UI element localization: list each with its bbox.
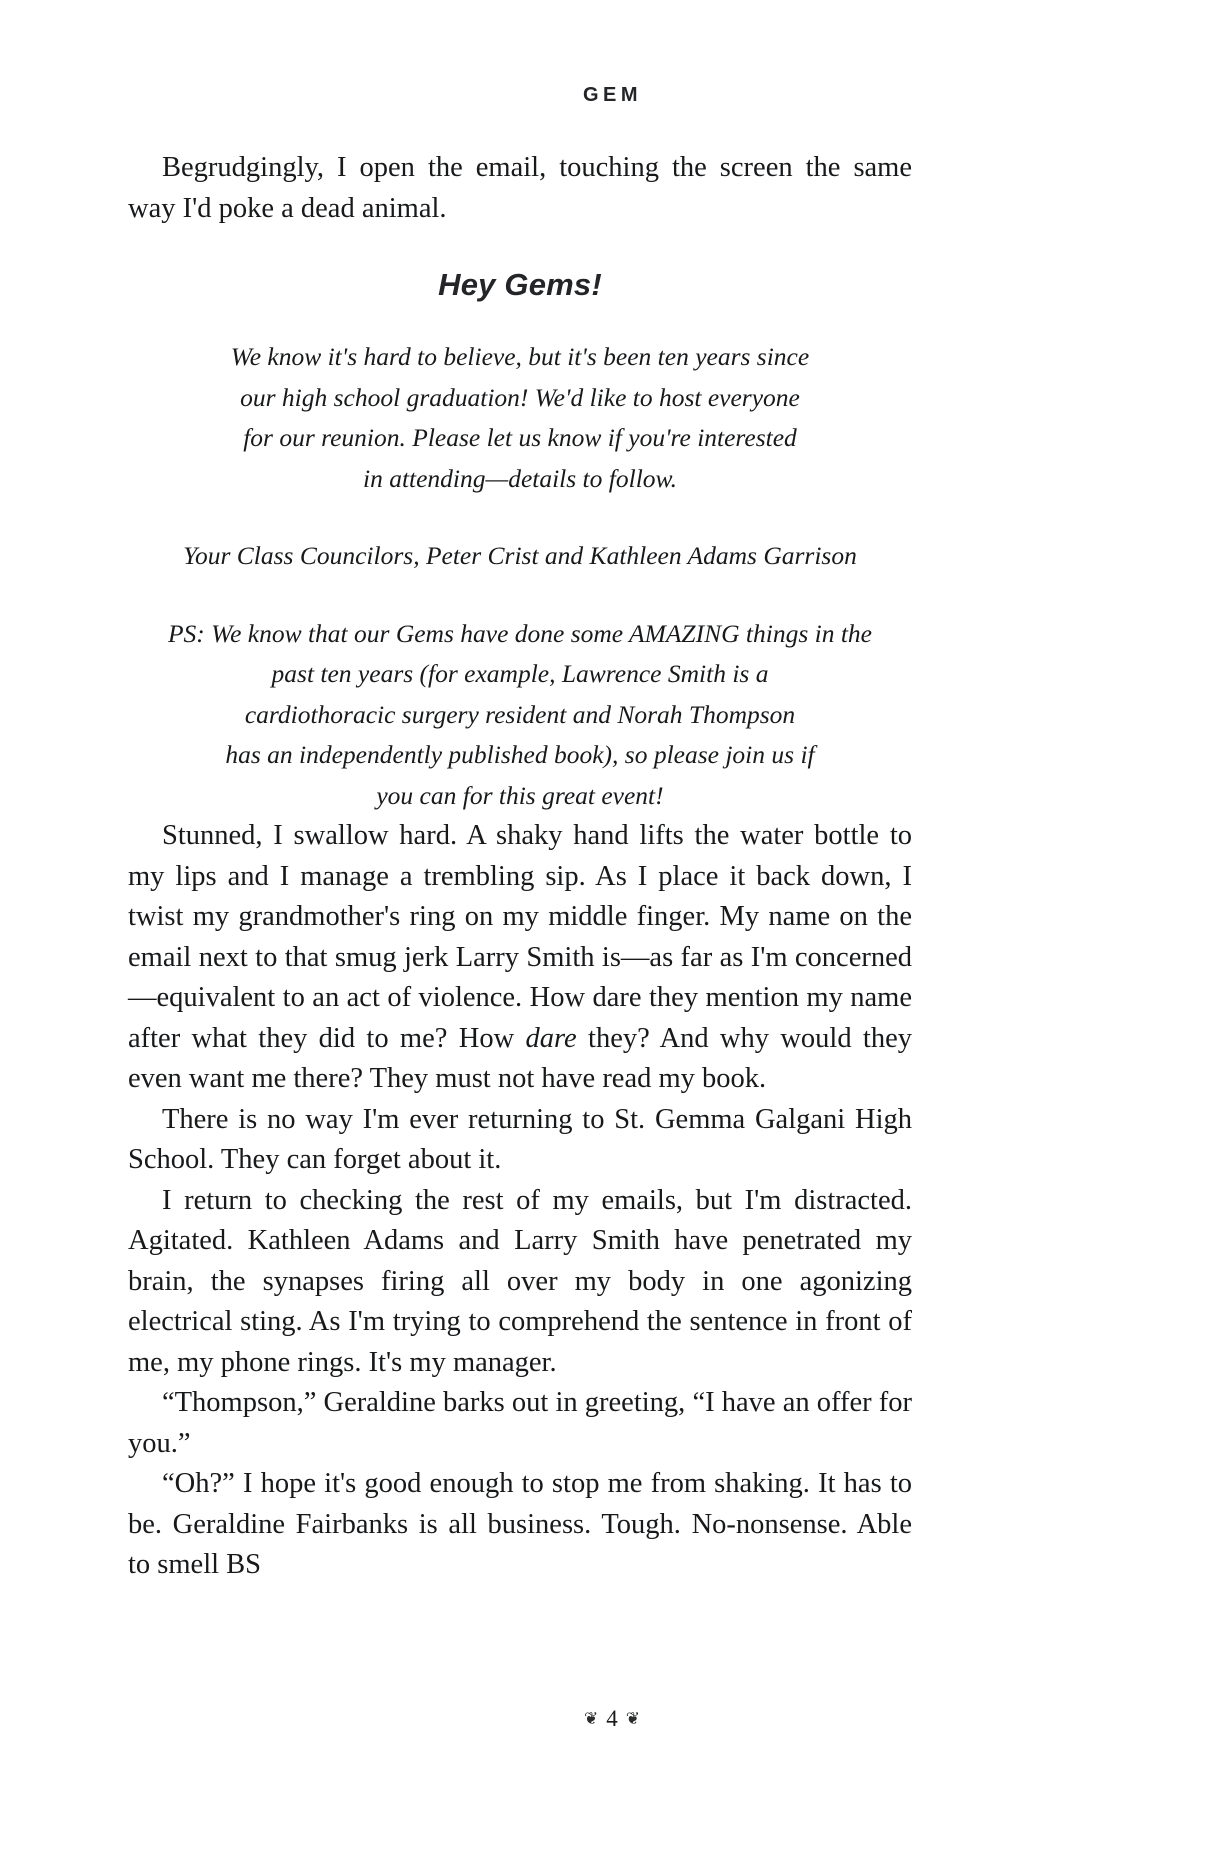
email-ps-line: cardiothoracic surgery resident and Norah Thompson <box>244 699 796 729</box>
email-postscript <box>128 614 912 817</box>
paragraph-opening: Begrudgingly, I open the email, touching the screen the same way I'd poke a dead animal. <box>128 152 912 224</box>
paragraph-no-way-returning: There is no way I'm ever returning to St. Gemma Galgani High School. They can forget about it. <box>128 1103 912 1175</box>
email-ps-line: past ten years (for example, Lawrence Smith is a <box>271 659 769 688</box>
email-heading: Hey Gems! <box>438 267 602 302</box>
text-column <box>128 148 912 1586</box>
paragraph-stunned-part-1: Stunned, I swallow hard. A shaky hand lifts the water bottle to my lips and I manage a trembling sip. As I place it back down, I twist my grandmother's ring on my middle finger. My name on the email next to that smug jerk Larry Smith is—as far as I'm concerned—equivalent to an act of violence. How dare they mention my name after what they did to me? How <box>128 820 912 1054</box>
ornament-right-icon: ❦ <box>625 1709 641 1728</box>
page-number: 4 <box>606 1706 619 1731</box>
paragraph-dialogue-oh: “Oh?” I hope it's good enough to stop me from shaking. It has to be. Geraldine Fairbanks is all business. Tough. No-nonsense. Able to smell BS <box>128 1468 912 1580</box>
paragraph-dialogue-thompson: “Thompson,” Geraldine barks out in greeting, “I have an offer for you.” <box>128 1387 912 1459</box>
ornament-left-icon: ❦ <box>584 1709 600 1728</box>
email-body-line: our high school graduation! We'd like to host everyone <box>240 382 800 412</box>
email-ps-line: PS: We know that our Gems have done some AMAZING things in the <box>167 618 872 648</box>
email-ps-line: has an independently published book), so please join us if <box>225 740 815 769</box>
email-quote-block <box>128 267 912 816</box>
paragraph-stunned <box>128 816 912 1100</box>
email-body-line: for our reunion. Please let us know if you're interested <box>243 423 797 452</box>
paragraph-stunned-part-2: they? And why would they even want me there? They must not have read my book. <box>128 1022 912 1094</box>
page-folio <box>0 1706 1225 1732</box>
running-head: GEM <box>582 84 643 106</box>
email-body-line: in attending—details to follow. <box>362 463 678 493</box>
email-body-line: We know it's hard to believe, but it's been ten years since <box>230 342 810 371</box>
email-signature <box>128 536 912 577</box>
email-body <box>128 337 912 499</box>
email-ps-line: you can for this great event! <box>376 780 664 810</box>
emphasis-dare: dare <box>525 1022 577 1054</box>
paragraph-return-to-emails: I return to checking the rest of my emails, but I'm distracted. Agitated. Kathleen Adams and Larry Smith have penetrated my brain, the synapses firing all over my body in one agonizing electrical sting. As I'm trying to comprehend the sentence in front of me, my phone rings. It's my manager. <box>128 1184 912 1378</box>
email-signature-line: Your Class Councilors, Peter Crist and Kathleen Adams Garrison <box>183 541 857 570</box>
